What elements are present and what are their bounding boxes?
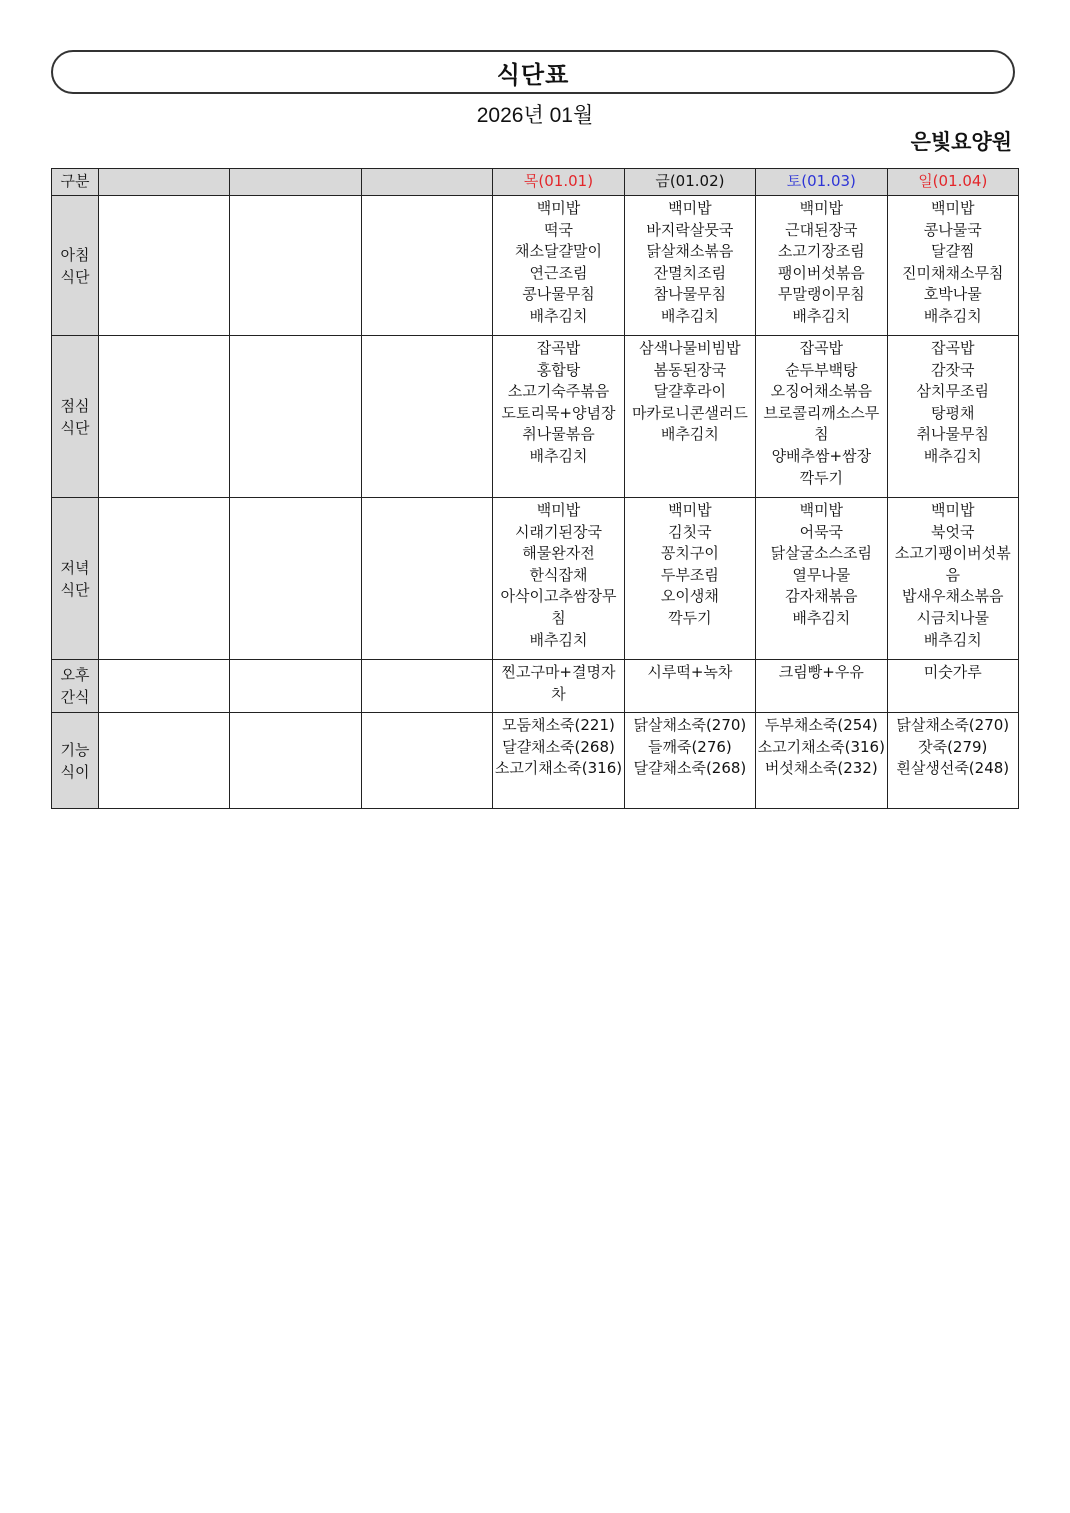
period-label: 2026년 01월 bbox=[476, 104, 594, 127]
menu-item: 오이생채 bbox=[660, 587, 719, 606]
menu-cell bbox=[99, 196, 230, 336]
menu-item: 배추김치 bbox=[923, 446, 982, 465]
row-label-line: 오후 bbox=[60, 666, 90, 684]
column-header: 목(01.01) bbox=[493, 169, 624, 196]
header-row bbox=[52, 169, 1019, 196]
menu-item: 해물완자전 bbox=[522, 544, 595, 563]
menu-item: 콩나물무침 bbox=[522, 285, 595, 304]
menu-cell bbox=[99, 713, 230, 809]
menu-cell bbox=[493, 660, 624, 713]
menu-item: 흰살생선죽(248) bbox=[896, 759, 1010, 778]
menu-item: 바지락살뭇국 bbox=[646, 220, 734, 239]
menu-item: 어묵국 bbox=[799, 522, 844, 541]
menu-item: 탕평채 bbox=[931, 403, 975, 422]
menu-item: 버섯채소죽(232) bbox=[764, 759, 878, 778]
menu-item: 김칫국 bbox=[668, 522, 712, 541]
menu-cell bbox=[361, 660, 492, 713]
menu-cell bbox=[230, 660, 361, 713]
menu-item: 모둠채소죽(221) bbox=[502, 716, 615, 734]
menu-item: 잡곡밥 bbox=[799, 339, 844, 357]
menu-item: 배추김치 bbox=[923, 306, 982, 325]
menu-item: 취나물볶음 bbox=[522, 425, 595, 444]
menu-item: 아삭이고추쌈장무침 bbox=[500, 587, 617, 627]
corner-label: 구분 bbox=[52, 169, 99, 196]
menu-cell bbox=[624, 498, 755, 660]
menu-cell bbox=[99, 498, 230, 660]
menu-item: 배추김치 bbox=[529, 630, 588, 649]
snack-row bbox=[52, 660, 1019, 713]
menu-cell bbox=[887, 713, 1018, 809]
menu-cell bbox=[624, 196, 755, 336]
menu-item: 도토리묵+양념장 bbox=[501, 403, 616, 422]
menu-item: 잡곡밥 bbox=[536, 339, 581, 357]
menu-item: 두부조림 bbox=[660, 565, 719, 584]
menu-item: 소고기채소죽(316) bbox=[757, 737, 885, 756]
menu-item: 크림빵+우유 bbox=[778, 663, 864, 681]
menu-item: 한식잡채 bbox=[529, 565, 588, 584]
menu-cell bbox=[99, 336, 230, 498]
menu-item: 닭살채소죽(270) bbox=[896, 716, 1010, 734]
dinner-row bbox=[52, 498, 1019, 660]
menu-cell bbox=[230, 498, 361, 660]
menu-item: 닭살굴소스조림 bbox=[770, 544, 873, 563]
column-header bbox=[361, 169, 492, 196]
menu-cell bbox=[361, 196, 492, 336]
menu-cell bbox=[624, 713, 755, 809]
menu-item: 꽁치구이 bbox=[660, 544, 719, 563]
menu-item: 시금치나물 bbox=[916, 608, 989, 627]
menu-item: 소고기숙주볶음 bbox=[507, 382, 610, 401]
menu-item: 떡국 bbox=[543, 220, 573, 239]
menu-item: 무말랭이무침 bbox=[777, 285, 865, 304]
menu-item: 배추김치 bbox=[660, 306, 719, 325]
menu-item: 달걀찜 bbox=[931, 242, 975, 261]
row-label bbox=[52, 498, 99, 660]
row-label-line: 식이 bbox=[60, 762, 90, 781]
menu-cell bbox=[624, 336, 755, 498]
menu-cell bbox=[493, 336, 624, 498]
menu-item: 배추김치 bbox=[529, 446, 588, 465]
title-banner bbox=[51, 50, 1015, 94]
menu-item: 백미밥 bbox=[931, 199, 975, 217]
menu-item: 순두부백탕 bbox=[785, 360, 858, 379]
menu-item: 백미밥 bbox=[668, 199, 712, 217]
menu-item: 연근조림 bbox=[529, 263, 588, 282]
menu-item: 배추김치 bbox=[792, 306, 851, 325]
menu-item: 삼색나물비빔밥 bbox=[639, 339, 741, 357]
column-header bbox=[99, 169, 230, 196]
menu-item: 취나물무침 bbox=[916, 425, 989, 444]
organization-name: 은빛요양원 bbox=[910, 130, 1012, 154]
menu-item: 백미밥 bbox=[799, 501, 844, 519]
menu-cell bbox=[756, 336, 887, 498]
menu-cell bbox=[756, 498, 887, 660]
menu-cell bbox=[887, 196, 1018, 336]
special-diet-row bbox=[52, 713, 1019, 809]
menu-cell bbox=[493, 713, 624, 809]
menu-item: 잣죽(279) bbox=[918, 737, 988, 756]
menu-item: 잡곡밥 bbox=[931, 339, 975, 357]
column-header bbox=[230, 169, 361, 196]
menu-item: 잔멸치조림 bbox=[653, 263, 727, 282]
row-label-line: 점심 bbox=[60, 396, 90, 415]
row-label bbox=[52, 196, 99, 336]
menu-item: 백미밥 bbox=[931, 501, 975, 519]
menu-item: 닭살채소죽(270) bbox=[633, 716, 747, 734]
menu-cell bbox=[493, 498, 624, 660]
menu-item: 들깨죽(276) bbox=[647, 737, 732, 756]
menu-cell bbox=[756, 660, 887, 713]
row-label bbox=[52, 713, 99, 809]
menu-item: 시루떡+녹차 bbox=[647, 663, 733, 681]
row-label-line: 식단 bbox=[60, 267, 90, 286]
row-label-line: 저녁 bbox=[60, 558, 90, 577]
lunch-row bbox=[52, 336, 1019, 498]
menu-item: 깍두기 bbox=[799, 468, 844, 487]
menu-item: 달걀후라이 bbox=[653, 382, 727, 401]
menu-item: 소고기장조림 bbox=[777, 242, 865, 261]
menu-item: 찐고구마+결명자차 bbox=[501, 663, 616, 703]
breakfast-row bbox=[52, 196, 1019, 336]
column-header: 금(01.02) bbox=[624, 169, 755, 196]
menu-item: 삼치무조림 bbox=[916, 382, 989, 401]
row-label-line: 아침 bbox=[60, 245, 90, 264]
menu-item: 홍합탕 bbox=[536, 360, 581, 379]
row-label-line: 식단 bbox=[60, 580, 90, 599]
menu-item: 배추김치 bbox=[660, 425, 719, 444]
menu-item: 밥새우채소볶음 bbox=[902, 587, 1004, 606]
menu-cell bbox=[361, 498, 492, 660]
menu-item: 팽이버섯볶음 bbox=[777, 263, 865, 282]
menu-item: 백미밥 bbox=[536, 199, 581, 217]
menu-item: 진미채채소무침 bbox=[902, 263, 1004, 282]
menu-item: 달걀채소죽(268) bbox=[633, 759, 747, 778]
menu-item: 채소달걀말이 bbox=[515, 242, 602, 261]
menu-item: 소고기팽이버섯볶음 bbox=[894, 544, 1011, 584]
row-label bbox=[52, 660, 99, 713]
menu-cell bbox=[99, 660, 230, 713]
menu-cell bbox=[493, 196, 624, 336]
menu-cell bbox=[756, 196, 887, 336]
column-header: 토(01.03) bbox=[756, 169, 887, 196]
menu-item: 양배추쌈+쌈장 bbox=[771, 446, 872, 465]
menu-item: 감잣국 bbox=[931, 360, 975, 379]
menu-item: 배추김치 bbox=[923, 630, 982, 649]
row-label bbox=[52, 336, 99, 498]
menu-item: 두부채소죽(254) bbox=[764, 716, 878, 734]
menu-item: 근대된장국 bbox=[785, 220, 858, 239]
menu-cell bbox=[361, 336, 492, 498]
menu-item: 백미밥 bbox=[799, 199, 844, 217]
menu-item: 브로콜리깨소스무침 bbox=[763, 403, 880, 444]
menu-item: 배추김치 bbox=[529, 306, 588, 325]
menu-item: 마카로니콘샐러드 bbox=[631, 403, 748, 422]
column-header: 일(01.04) bbox=[887, 169, 1018, 196]
menu-item: 백미밥 bbox=[536, 501, 581, 519]
menu-cell bbox=[887, 498, 1018, 660]
menu-cell bbox=[887, 336, 1018, 498]
menu-item: 참나물무침 bbox=[653, 285, 727, 304]
meal-plan-table bbox=[51, 168, 1019, 809]
row-label-line: 간식 bbox=[60, 688, 90, 706]
page-title: 식단표 bbox=[496, 60, 570, 89]
menu-cell bbox=[230, 713, 361, 809]
menu-item: 깍두기 bbox=[668, 608, 712, 627]
menu-cell bbox=[624, 660, 755, 713]
menu-item: 미숫가루 bbox=[923, 663, 982, 681]
menu-item: 봄동된장국 bbox=[653, 360, 727, 379]
menu-item: 달걀채소죽(268) bbox=[502, 737, 615, 756]
menu-item: 오징어채소볶음 bbox=[770, 382, 873, 401]
menu-item: 시래기된장국 bbox=[515, 522, 602, 541]
menu-item: 백미밥 bbox=[668, 501, 712, 519]
menu-item: 호박나물 bbox=[923, 285, 982, 304]
menu-cell bbox=[361, 713, 492, 809]
row-label-line: 식단 bbox=[60, 418, 90, 437]
menu-item: 감자채볶음 bbox=[785, 587, 858, 606]
row-label-line: 기능 bbox=[60, 740, 90, 759]
menu-item: 소고기채소죽(316) bbox=[494, 759, 623, 778]
menu-cell bbox=[230, 196, 361, 336]
menu-item: 배추김치 bbox=[792, 608, 851, 627]
menu-cell bbox=[756, 713, 887, 809]
menu-item: 북엇국 bbox=[931, 522, 975, 541]
menu-cell bbox=[230, 336, 361, 498]
menu-item: 콩나물국 bbox=[923, 220, 982, 239]
menu-cell bbox=[887, 660, 1018, 713]
menu-item: 닭살채소볶음 bbox=[646, 242, 734, 261]
menu-item: 열무나물 bbox=[792, 565, 851, 584]
